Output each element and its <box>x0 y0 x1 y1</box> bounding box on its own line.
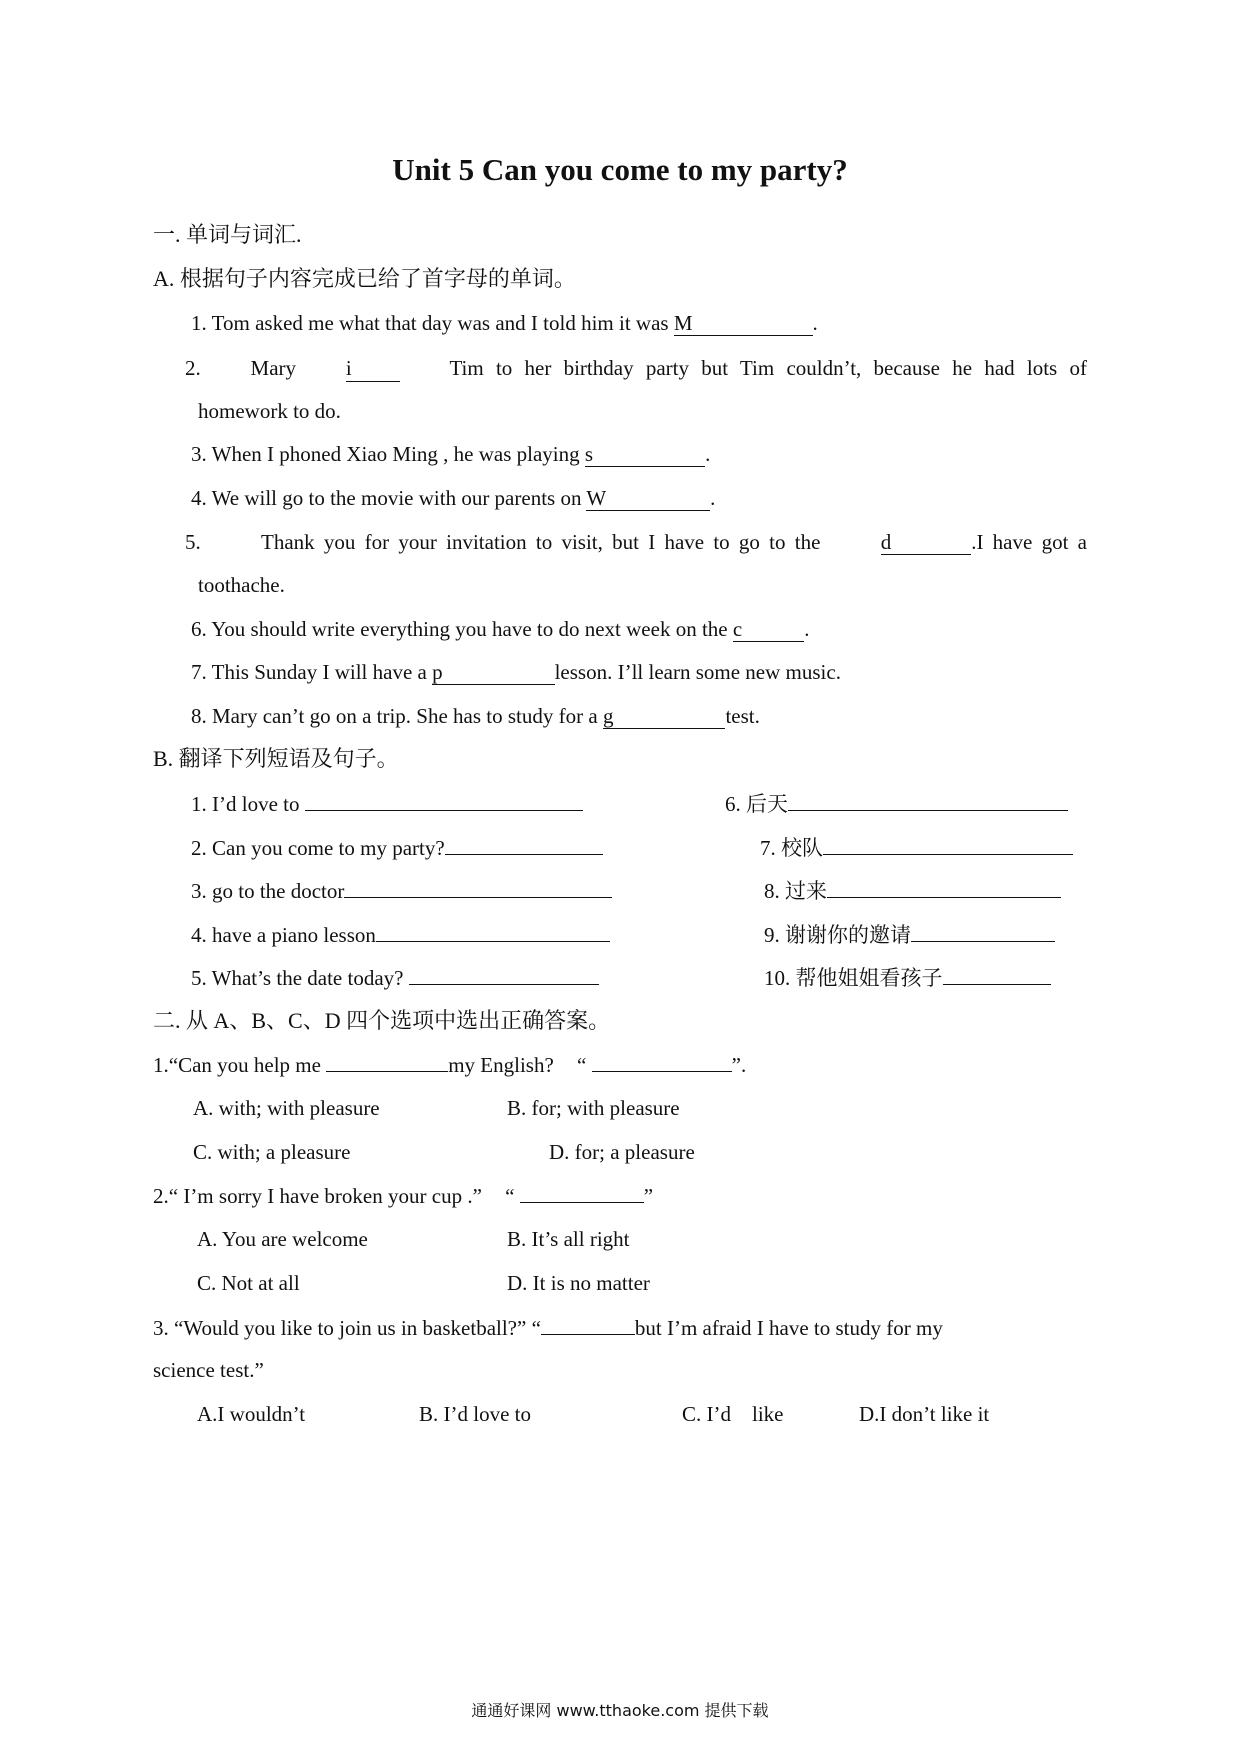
question-a1: 1. Tom asked me what that day was and I told him it was M . <box>191 311 818 335</box>
answer-blank[interactable] <box>344 877 612 898</box>
option-c[interactable]: C. Not at all <box>197 1271 300 1295</box>
part-b-heading: B. 翻译下列短语及句子。 <box>153 746 399 771</box>
answer-blank[interactable]: p <box>432 660 555 685</box>
page-title: Unit 5 Can you come to my party? <box>392 152 848 187</box>
mc-question-3: 3. “Would you like to join us in basketball?” “ but I’m afraid I have to study for my <box>153 1316 943 1340</box>
answer-blank[interactable] <box>520 1182 644 1203</box>
section-2-heading: 二. 从 A、B、C、D 四个选项中选出正确答案。 <box>153 1008 611 1033</box>
answer-blank[interactable]: s <box>585 442 705 467</box>
option-a[interactable]: A.I wouldn’t <box>197 1402 306 1426</box>
translate-item-6: 6. 后天 <box>725 790 1068 817</box>
question-a7: 7. This Sunday I will have a p lesson. I’ll learn some new music. <box>191 660 841 684</box>
section-1-heading: 一. 单词与词汇. <box>153 222 302 247</box>
answer-blank[interactable]: i <box>346 355 400 382</box>
translate-item-4: 4. have a piano lesson <box>191 921 610 948</box>
answer-blank[interactable] <box>911 921 1055 942</box>
option-c[interactable]: C. I’d like <box>682 1402 784 1426</box>
answer-blank[interactable]: g <box>603 704 726 729</box>
question-a4: 4. We will go to the movie with our parents on W . <box>191 486 716 510</box>
option-a[interactable]: A. with; with pleasure <box>193 1096 380 1120</box>
answer-blank[interactable]: c <box>733 617 804 642</box>
option-b[interactable]: B. for; with pleasure <box>507 1096 680 1120</box>
footer-credit: 通通好课网 www.tthaoke.com 提供下载 <box>471 1701 769 1720</box>
mc-question-2: 2.“ I’m sorry I have broken your cup .” “ ” <box>153 1184 654 1208</box>
answer-blank[interactable] <box>541 1314 635 1335</box>
option-d[interactable]: D. It is no matter <box>507 1271 650 1295</box>
option-b[interactable]: B. I’d love to <box>419 1402 531 1426</box>
option-b[interactable]: B. It’s all right <box>507 1227 630 1251</box>
option-c[interactable]: C. with; a pleasure <box>193 1140 351 1164</box>
mc-question-3-cont: science test.” <box>153 1358 264 1382</box>
answer-blank[interactable] <box>823 834 1073 855</box>
option-d[interactable]: D. for; a pleasure <box>549 1140 695 1164</box>
translate-item-2: 2. Can you come to my party? <box>191 834 603 861</box>
question-a8: 8. Mary can’t go on a trip. She has to study for a g test. <box>191 704 760 728</box>
answer-blank[interactable] <box>445 834 603 855</box>
answer-blank[interactable] <box>943 964 1051 985</box>
question-a3: 3. When I phoned Xiao Ming , he was playing s . <box>191 442 711 466</box>
answer-blank[interactable] <box>376 921 610 942</box>
answer-blank[interactable] <box>326 1051 448 1072</box>
answer-blank[interactable]: d <box>881 530 972 555</box>
answer-blank[interactable] <box>788 790 1068 811</box>
question-a5-cont: toothache. <box>198 573 285 597</box>
answer-blank[interactable]: M <box>674 311 813 336</box>
translate-item-9: 9. 谢谢你的邀请 <box>764 921 1055 948</box>
option-a[interactable]: A. You are welcome <box>197 1227 368 1251</box>
translate-item-1: 1. I’d love to <box>191 790 583 817</box>
question-a2: 2. Mary i Tim to her birthday party but Tim couldn’t, because he had lots of <box>185 356 1087 380</box>
translate-item-3: 3. go to the doctor <box>191 877 612 904</box>
question-a6: 6. You should write everything you have to do next week on the c . <box>191 617 810 641</box>
answer-blank[interactable] <box>827 877 1061 898</box>
translate-item-5: 5. What’s the date today? <box>191 964 599 991</box>
answer-blank[interactable] <box>592 1051 732 1072</box>
translate-item-7: 7. 校队 <box>760 834 1073 861</box>
option-d[interactable]: D.I don’t like it <box>859 1402 990 1426</box>
answer-blank[interactable]: W <box>586 486 710 511</box>
answer-blank[interactable] <box>409 964 599 985</box>
mc-question-1: 1.“Can you help me my English? “ ”. <box>153 1053 747 1077</box>
question-a2-cont: homework to do. <box>198 399 341 423</box>
translate-item-10: 10. 帮他姐姐看孩子 <box>764 964 1051 991</box>
answer-blank[interactable] <box>305 790 583 811</box>
question-a5: 5. Thank you for your invitation to visit, but I have to go to the d .I have got a <box>185 530 1087 554</box>
part-a-heading: A. 根据句子内容完成已给了首字母的单词。 <box>153 266 576 291</box>
translate-item-8: 8. 过来 <box>764 877 1061 904</box>
